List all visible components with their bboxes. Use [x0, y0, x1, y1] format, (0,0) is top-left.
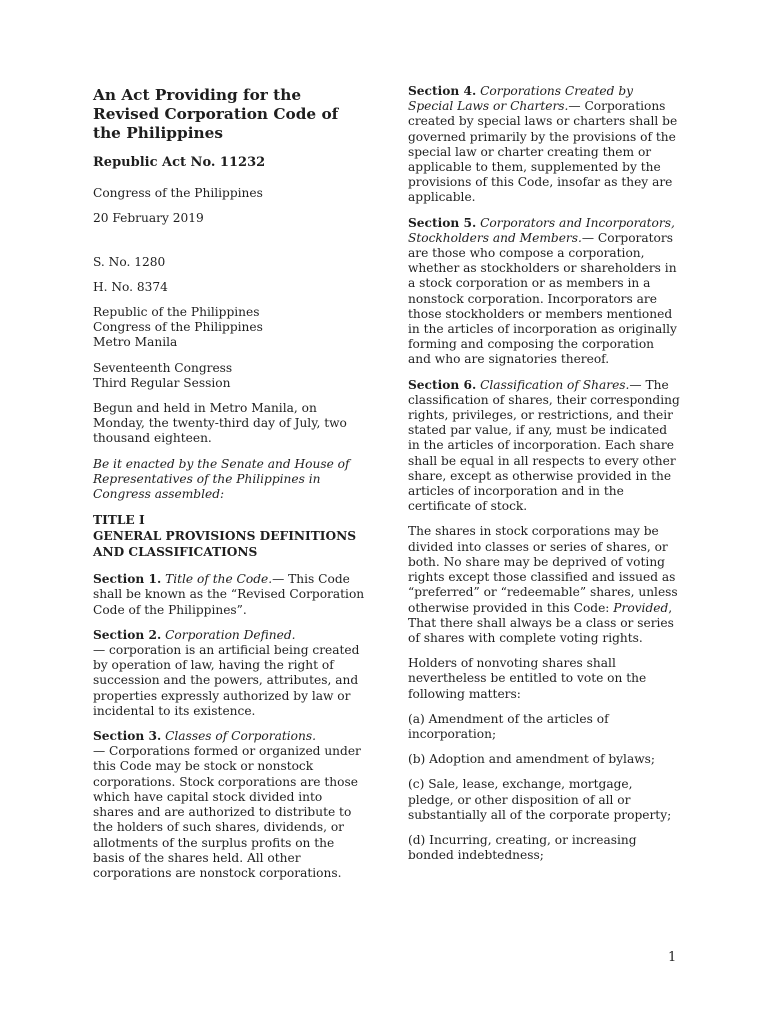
title-number: TITLE I — [93, 513, 145, 528]
section-1 — [93, 572, 365, 618]
section-text: — The classification of shares, their corresponding rights, privileges, or restrictions, and their stated par value, if any, must be indicated in the articles of incorporation. Each share shall be equal in all respects to every other share, except as otherwise provided in the articles of incorporation and in the certificate of stock. — [408, 377, 680, 514]
senate-number: S. No. 1280 — [93, 254, 166, 269]
list-item: (d) Incurring, creating, or increasing bonded indebtedness; — [408, 832, 637, 863]
section-heading: Classes of Corporations. — [165, 729, 316, 744]
session-line: Third Regular Session — [93, 375, 231, 390]
document-title: An Act Providing for the Revised Corporation Code of the Philippines — [93, 86, 339, 142]
section-text: — This Code shall be known as the “Revised Corporation Code of the Philippines”. — [93, 572, 365, 617]
address-line: Republic of the Philippines — [93, 305, 260, 320]
title-name: GENERAL PROVISIONS DEFINITIONS AND CLASSIFICATIONS — [93, 529, 357, 560]
house-number: H. No. 8374 — [93, 279, 168, 294]
section-heading: Classification of Shares. — [480, 377, 630, 392]
section-heading: Corporators and Incorporators, Stockholders and Members. — [408, 215, 675, 245]
nonvoting-intro: Holders of nonvoting shares shall nevertheless be entitled to vote on the following matters: — [408, 656, 647, 701]
proviso-word: Provided — [613, 600, 669, 615]
section-6 — [408, 378, 680, 515]
section-5 — [408, 216, 680, 368]
shares-classes-paragraph — [408, 524, 680, 646]
section-label: Section 4. — [408, 84, 477, 98]
section-2 — [93, 628, 365, 719]
section-text: — corporation is an artificial being created by operation of law, having the right of succession and the powers, attributes, and properties expressly authorized by law or incidental to its existence. — [93, 643, 360, 718]
section-label: Section 5. — [408, 215, 477, 230]
enacting-clause: Be it enacted by the Senate and House of Representatives of the Philippines in Congress assembled: — [93, 456, 350, 502]
list-item: (a) Amendment of the articles of incorporation; — [408, 711, 609, 741]
section-label: Section 2. — [93, 627, 162, 642]
congress-block — [93, 361, 365, 391]
begun-statement: Begun and held in Metro Manila, on Monday, the twenty-third day of July, two thousand eighteen. — [93, 401, 347, 446]
section-text: — Corporators are those who compose a corporation, whether as stockholders or shareholders in a stock corporation or as members in a nonstock corporation. Incorporators are those stockholders or members mentioned in the articles of incorporation as originally forming and composing the corporation and who are signatories thereof. — [408, 230, 677, 367]
enactment-date: 20 February 2019 — [93, 211, 204, 226]
address-line: Congress of the Philippines — [93, 320, 263, 335]
section-text: — Corporations formed or organized under this Code may be stock or nonstock corporations. Stock corporations are those which have capital stock divided into shares and are authorized to distribute to the holders of such shares, dividends, or allotments of the surplus profits on the basis of the shares held. All other corporations are nonstock corporations. — [93, 744, 361, 880]
section-3 — [93, 729, 365, 881]
act-number: Republic Act No. 11232 — [93, 155, 266, 170]
section-heading: Corporation Defined. — [165, 627, 296, 642]
shares-text-after: , That there shall always be a class or series of shares with complete voting rights. — [408, 600, 674, 645]
section-heading: Title of the Code. — [165, 572, 273, 587]
section-heading: Corporations Created by Special Laws or Charters. — [408, 84, 634, 114]
title-heading — [93, 512, 365, 560]
enacting-body: Congress of the Philippines — [93, 186, 263, 201]
section-label: Section 3. — [93, 729, 162, 744]
page-number: 1 — [668, 950, 677, 965]
address-line: Metro Manila — [93, 335, 178, 350]
list-item: (b) Adoption and amendment of bylaws; — [408, 752, 656, 767]
congress-line: Seventeenth Congress — [93, 360, 233, 375]
section-text: — Corporations created by special laws or charters shall be governed primarily by the provisions of the special law or charter creating them or applicable to them, supplemented by the provisions of this Code, insofar as they are applicable. — [408, 99, 678, 205]
left-column — [93, 84, 365, 891]
section-4 — [408, 84, 680, 206]
right-column — [408, 84, 680, 873]
list-item: (c) Sale, lease, exchange, mortgage, pledge, or other disposition of all or substantially all of the corporate property; — [408, 777, 672, 822]
shares-text: The shares in stock corporations may be divided into classes or series of shares, or both. No share may be deprived of voting rights except those classified and issued as “preferred” or “redeemable” shares, unless otherwise provided in this Code: — [408, 524, 678, 615]
address-block — [93, 305, 365, 351]
section-label: Section 1. — [93, 572, 162, 587]
section-label: Section 6. — [408, 377, 477, 392]
